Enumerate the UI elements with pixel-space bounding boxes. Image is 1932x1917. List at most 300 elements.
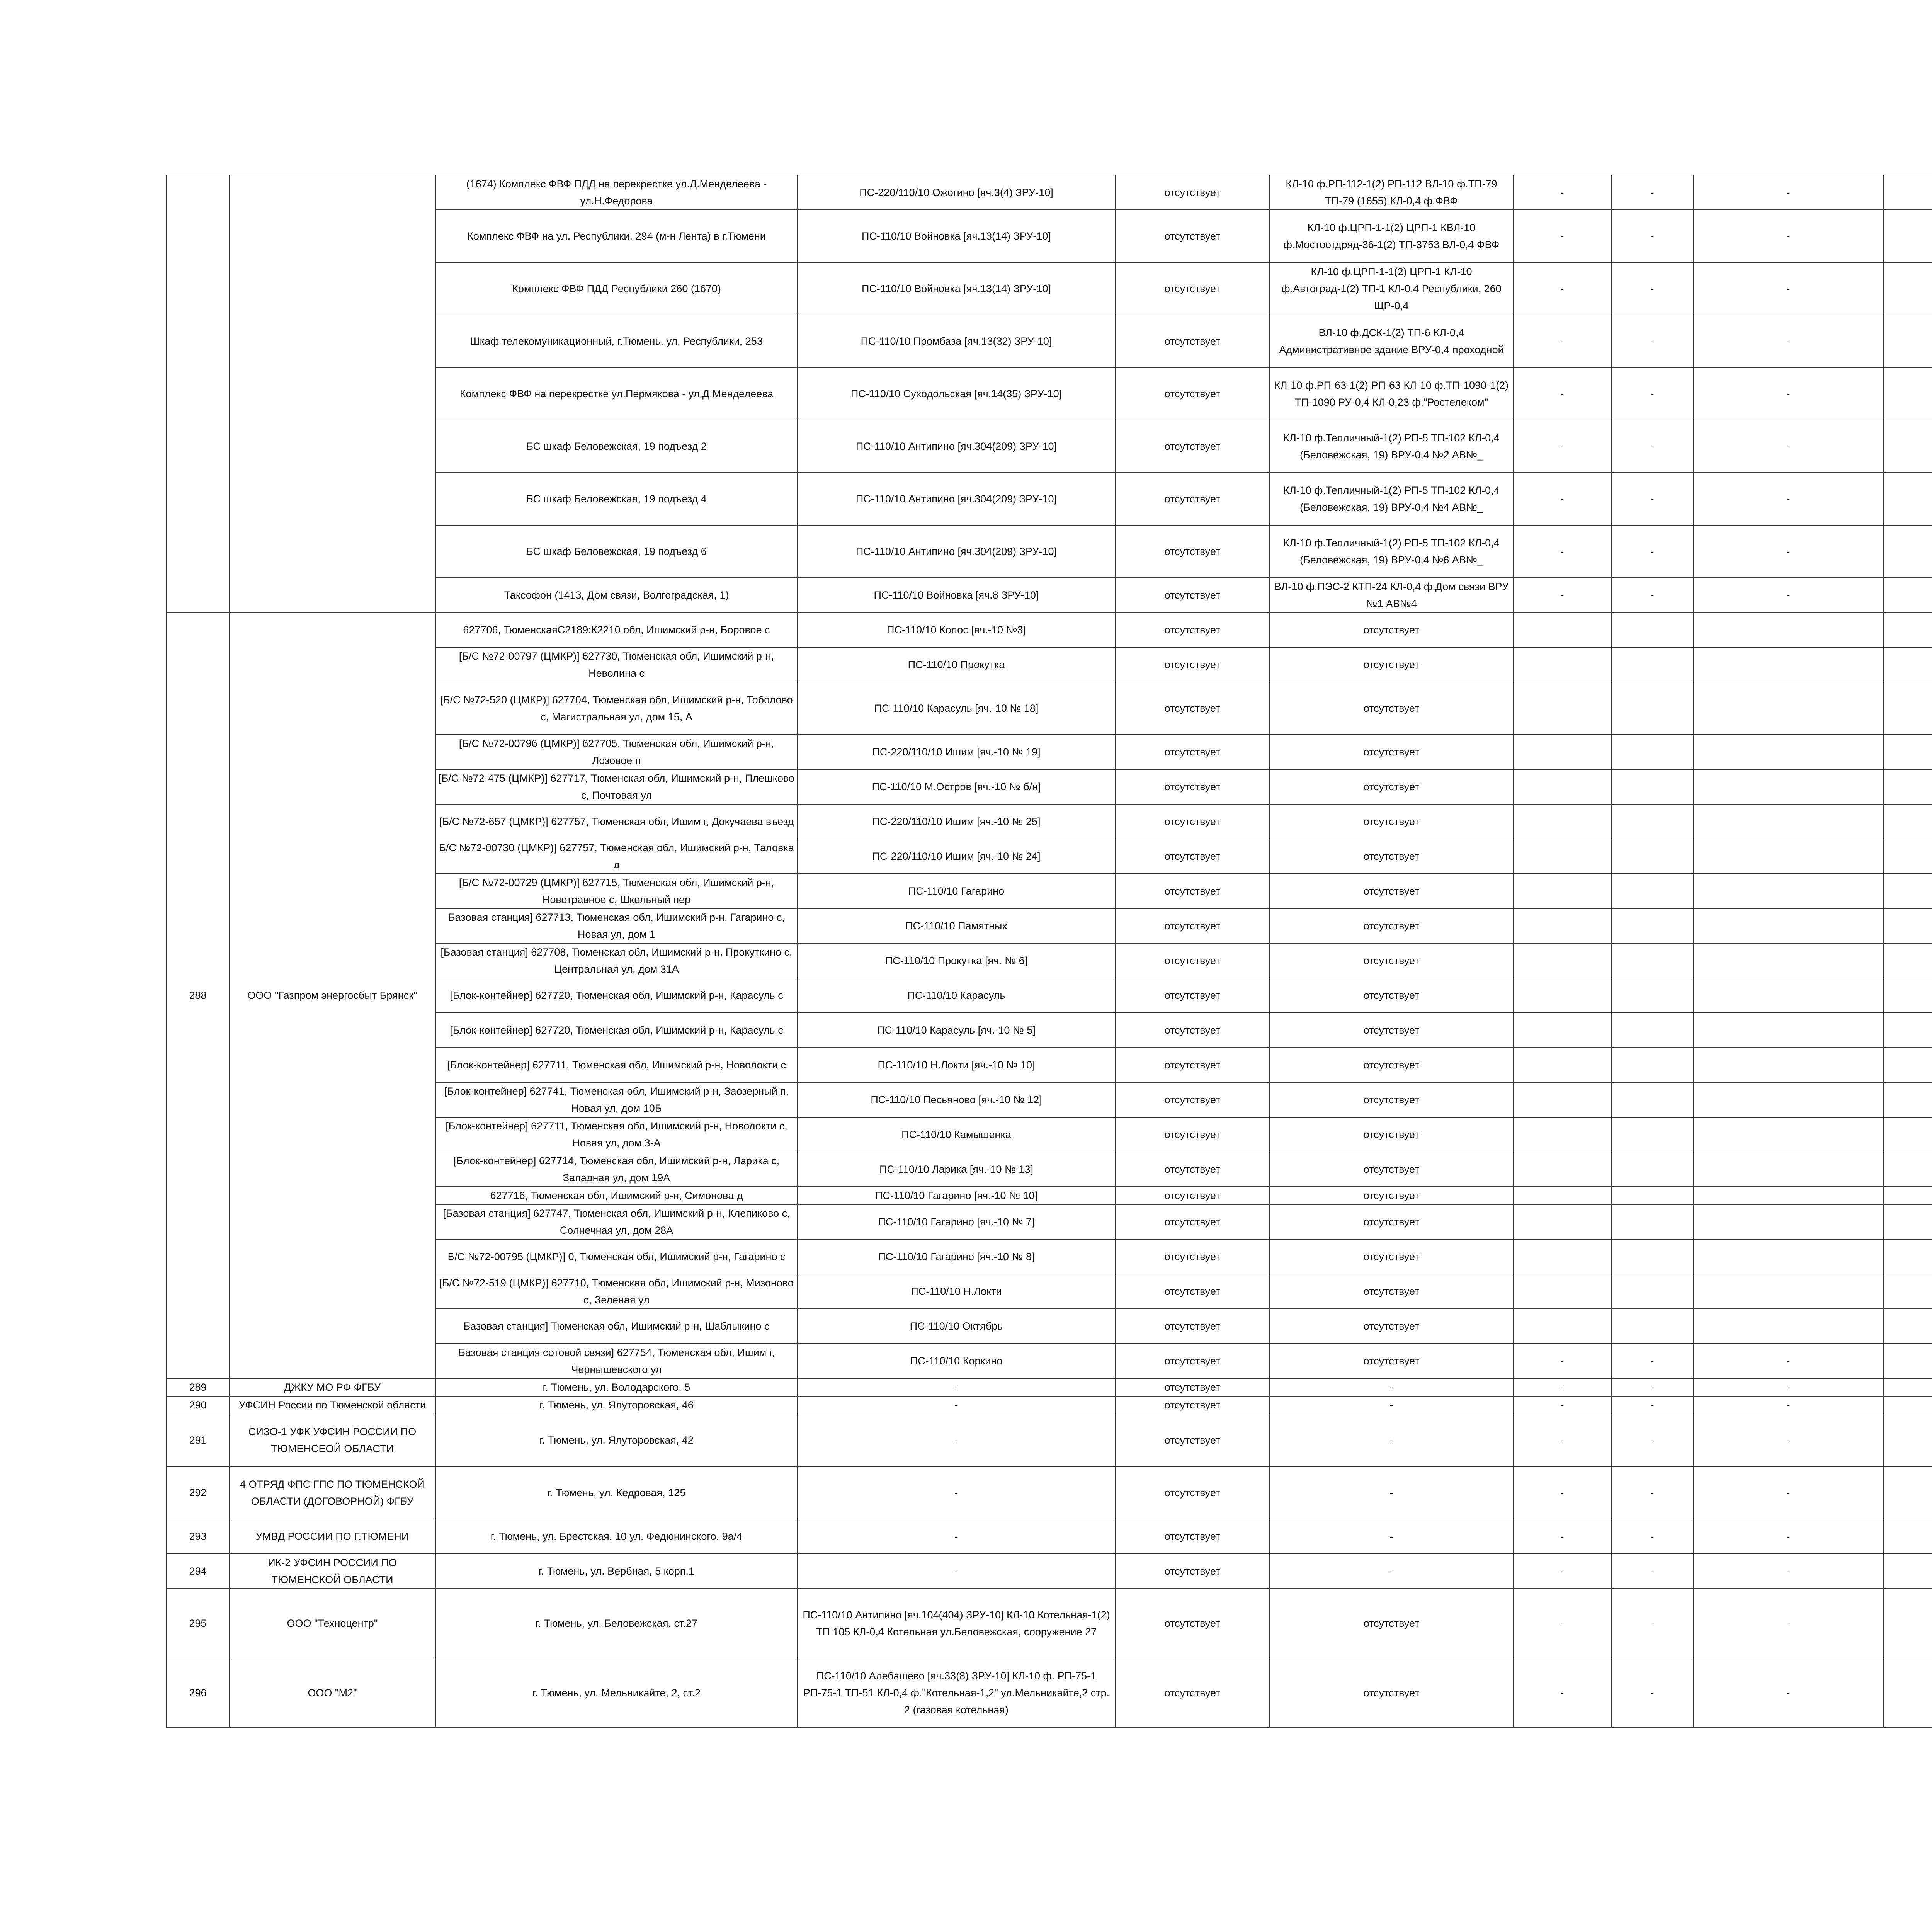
c2-cell: - — [1611, 1519, 1693, 1554]
ps-cell: ПС-110/10 Войновка [яч.13(14) ЗРУ-10] — [798, 210, 1115, 262]
ln-cell: отсутствует — [1270, 1344, 1513, 1378]
ln-cell: отсутствует — [1270, 908, 1513, 943]
c3-cell: - — [1693, 210, 1883, 262]
c4-cell — [1883, 839, 1932, 874]
ps-cell: ПС-110/10 Камышенка — [798, 1117, 1115, 1152]
obj-cell: БС шкаф Беловежская, 19 подъезд 4 — [435, 473, 798, 525]
c1-cell — [1513, 943, 1611, 978]
c3-cell — [1693, 769, 1883, 804]
obj-cell: г. Тюмень, ул. Кедровая, 125 — [435, 1466, 798, 1519]
obj-cell: [Б/С №72-520 (ЦМКР)] 627704, Тюменская обл, Ишимский р-н, Тоболово с, Магистральная ул, дом 15, А — [435, 682, 798, 735]
obj-cell: Таксофон (1413, Дом связи, Волгоградская, 1) — [435, 578, 798, 612]
c4-cell — [1883, 1658, 1932, 1728]
continued-org-cell — [229, 175, 435, 612]
c4-cell — [1883, 769, 1932, 804]
c1-cell: - — [1513, 1414, 1611, 1466]
c3-cell: - — [1693, 420, 1883, 473]
ln-cell: ВЛ-10 ф.ПЭС-2 КТП-24 КЛ-0,4 ф.Дом связи ВРУ №1 АВ№4 — [1270, 578, 1513, 612]
c1-cell: - — [1513, 525, 1611, 578]
c1-cell — [1513, 908, 1611, 943]
c2-cell: - — [1611, 1589, 1693, 1658]
ln-cell: отсутствует — [1270, 1274, 1513, 1309]
c2-cell — [1611, 1274, 1693, 1309]
ps-cell: - — [798, 1554, 1115, 1589]
c1-cell — [1513, 874, 1611, 908]
c4-cell — [1883, 315, 1932, 367]
obj-cell: [Блок-контейнер] 627741, Тюменская обл, Ишимский р-н, Заозерный п, Новая ул, дом 10Б — [435, 1082, 798, 1117]
c3-cell: - — [1693, 578, 1883, 612]
c4-cell — [1883, 804, 1932, 839]
c4-cell — [1883, 943, 1932, 978]
st-cell: отсутствует — [1115, 175, 1270, 210]
ln-cell: - — [1270, 1414, 1513, 1466]
c3-cell — [1693, 1239, 1883, 1274]
obj-cell: [Б/С №72-00729 (ЦМКР)] 627715, Тюменская обл, Ишимский р-н, Новотравное с, Школьный пер — [435, 874, 798, 908]
st-cell: отсутствует — [1115, 1519, 1270, 1554]
ps-cell: - — [798, 1378, 1115, 1396]
c3-cell: - — [1693, 1589, 1883, 1658]
c4-cell — [1883, 210, 1932, 262]
c1-cell — [1513, 1204, 1611, 1239]
c4-cell — [1883, 1082, 1932, 1117]
organization-cell: ДЖКУ МО РФ ФГБУ — [229, 1378, 435, 1396]
obj-cell: Базовая станция сотовой связи] 627754, Тюменская обл, Ишим г, Чернышевского ул — [435, 1344, 798, 1378]
ln-cell: отсутствует — [1270, 1658, 1513, 1728]
obj-cell: г. Тюмень, ул. Володарского, 5 — [435, 1378, 798, 1396]
c4-cell — [1883, 473, 1932, 525]
c4-cell — [1883, 1554, 1932, 1589]
ln-cell: КЛ-10 ф.ЦРП-1-1(2) ЦРП-1 КВЛ-10 ф.Мостоотдряд-36-1(2) ТП-3753 ВЛ-0,4 ФВФ — [1270, 210, 1513, 262]
ps-cell: ПС-110/10 Карасуль [яч.-10 № 18] — [798, 682, 1115, 735]
ln-cell: отсутствует — [1270, 647, 1513, 682]
c2-cell — [1611, 1082, 1693, 1117]
c1-cell: - — [1513, 1658, 1611, 1728]
ps-cell: ПС-110/10 Гагарино [яч.-10 № 7] — [798, 1204, 1115, 1239]
c1-cell: - — [1513, 1378, 1611, 1396]
c4-cell — [1883, 1466, 1932, 1519]
obj-cell: Б/С №72-00730 (ЦМКР)] 627757, Тюменская обл, Ишимский р-н, Таловка д — [435, 839, 798, 874]
ps-cell: ПС-110/10 Гагарино [яч.-10 № 10] — [798, 1187, 1115, 1204]
c1-cell: - — [1513, 1344, 1611, 1378]
c2-cell — [1611, 647, 1693, 682]
obj-cell: Комплекс ФВФ на перекрестке ул.Пермякова - ул.Д.Менделеева — [435, 367, 798, 420]
ps-cell: - — [798, 1466, 1115, 1519]
c1-cell — [1513, 839, 1611, 874]
ps-cell: ПС-110/10 Войновка [яч.13(14) ЗРУ-10] — [798, 262, 1115, 315]
c3-cell — [1693, 647, 1883, 682]
c2-cell — [1611, 682, 1693, 735]
ps-cell: ПС-110/10 Памятных — [798, 908, 1115, 943]
ps-cell: ПС-220/110/10 Ишим [яч.-10 № 24] — [798, 839, 1115, 874]
ps-cell: ПС-110/10 Н.Локти [яч.-10 № 10] — [798, 1048, 1115, 1082]
table-row — [167, 1519, 1932, 1554]
st-cell: отсутствует — [1115, 1204, 1270, 1239]
c1-cell — [1513, 804, 1611, 839]
ln-cell: отсутствует — [1270, 839, 1513, 874]
table-row — [167, 1589, 1932, 1658]
c2-cell: - — [1611, 1344, 1693, 1378]
ln-cell: отсутствует — [1270, 1309, 1513, 1344]
c3-cell — [1693, 1082, 1883, 1117]
st-cell: отсутствует — [1115, 1187, 1270, 1204]
c1-cell: - — [1513, 315, 1611, 367]
ps-cell: ПС-110/10 Антипино [яч.304(209) ЗРУ-10] — [798, 473, 1115, 525]
c3-cell — [1693, 943, 1883, 978]
ln-cell: КЛ-10 ф.Тепличный-1(2) РП-5 ТП-102 КЛ-0,4 (Беловежская, 19) ВРУ-0,4 №4 АВ№_ — [1270, 473, 1513, 525]
c4-cell — [1883, 1589, 1932, 1658]
row-number-cell: 296 — [167, 1658, 229, 1728]
c2-cell — [1611, 839, 1693, 874]
ps-cell: ПС-110/10 Войновка [яч.8 ЗРУ-10] — [798, 578, 1115, 612]
ln-cell: отсутствует — [1270, 943, 1513, 978]
c3-cell — [1693, 978, 1883, 1013]
ps-cell: ПС-110/10 М.Остров [яч.-10 № б/н] — [798, 769, 1115, 804]
c4-cell — [1883, 1187, 1932, 1204]
st-cell: отсутствует — [1115, 1589, 1270, 1658]
ln-cell: КЛ-10 ф.Тепличный-1(2) РП-5 ТП-102 КЛ-0,4 (Беловежская, 19) ВРУ-0,4 №2 АВ№_ — [1270, 420, 1513, 473]
obj-cell: г. Тюмень, ул. Ялуторовская, 42 — [435, 1414, 798, 1466]
c4-cell — [1883, 647, 1932, 682]
c4-cell — [1883, 1274, 1932, 1309]
c4-cell — [1883, 1309, 1932, 1344]
ps-cell: - — [798, 1396, 1115, 1414]
c1-cell: - — [1513, 262, 1611, 315]
ln-cell: отсутствует — [1270, 1204, 1513, 1239]
st-cell: отсутствует — [1115, 1048, 1270, 1082]
c2-cell — [1611, 943, 1693, 978]
st-cell: отсутствует — [1115, 1378, 1270, 1396]
c1-cell: - — [1513, 578, 1611, 612]
ps-cell: ПС-110/10 Алебашево [яч.33(8) ЗРУ-10] КЛ-10 ф. РП-75-1 РП-75-1 ТП-51 КЛ-0,4 ф."Котельная-1,2" ул.Мельникайте,2 стр. 2 (газовая котельная) — [798, 1658, 1115, 1728]
obj-cell: г. Тюмень, ул. Брестская, 10 ул. Федюнинского, 9а/4 — [435, 1519, 798, 1554]
st-cell: отсутствует — [1115, 525, 1270, 578]
row-number-cell: 290 — [167, 1396, 229, 1414]
c4-cell — [1883, 1152, 1932, 1187]
c4-cell — [1883, 1519, 1932, 1554]
c3-cell — [1693, 682, 1883, 735]
c4-cell — [1883, 1239, 1932, 1274]
c2-cell: - — [1611, 1554, 1693, 1589]
st-cell: отсутствует — [1115, 1414, 1270, 1466]
c3-cell — [1693, 804, 1883, 839]
c3-cell: - — [1693, 1414, 1883, 1466]
row-number-cell: 289 — [167, 1378, 229, 1396]
c1-cell: - — [1513, 210, 1611, 262]
c2-cell — [1611, 1048, 1693, 1082]
c3-cell: - — [1693, 1466, 1883, 1519]
ps-cell: ПС-110/10 Карасуль [яч.-10 № 5] — [798, 1013, 1115, 1048]
c2-cell: - — [1611, 262, 1693, 315]
ln-cell: КЛ-10 ф.Тепличный-1(2) РП-5 ТП-102 КЛ-0,4 (Беловежская, 19) ВРУ-0,4 №6 АВ№_ — [1270, 525, 1513, 578]
c4-cell — [1883, 612, 1932, 647]
table-row — [167, 1378, 1932, 1396]
c4-cell — [1883, 1378, 1932, 1396]
ln-cell: отсутствует — [1270, 1082, 1513, 1117]
c3-cell: - — [1693, 367, 1883, 420]
c4-cell — [1883, 1344, 1932, 1378]
ln-cell: КЛ-10 ф.РП-112-1(2) РП-112 ВЛ-10 ф.ТП-79 ТП-79 (1655) КЛ-0,4 ф.ФВФ — [1270, 175, 1513, 210]
row-number-cell: 295 — [167, 1589, 229, 1658]
ln-cell: отсутствует — [1270, 612, 1513, 647]
c2-cell — [1611, 1152, 1693, 1187]
organization-cell: 4 ОТРЯД ФПС ГПС ПО ТЮМЕНСКОЙ ОБЛАСТИ (ДОГОВОРНОЙ) ФГБУ — [229, 1466, 435, 1519]
c3-cell — [1693, 1048, 1883, 1082]
obj-cell: 627716, Тюменская обл, Ишимский р-н, Симонова д — [435, 1187, 798, 1204]
ln-cell: отсутствует — [1270, 1239, 1513, 1274]
obj-cell: г. Тюмень, ул. Ялуторовская, 46 — [435, 1396, 798, 1414]
obj-cell: Комплекс ФВФ ПДД Республики 260 (1670) — [435, 262, 798, 315]
row-number-cell: 294 — [167, 1554, 229, 1589]
st-cell: отсутствует — [1115, 735, 1270, 769]
st-cell: отсутствует — [1115, 943, 1270, 978]
ps-cell: ПС-110/10 Суходольская [яч.14(35) ЗРУ-10] — [798, 367, 1115, 420]
c3-cell: - — [1693, 473, 1883, 525]
organization-cell: ИК-2 УФСИН РОССИИ ПО ТЮМЕНСКОЙ ОБЛАСТИ — [229, 1554, 435, 1589]
st-cell: отсутствует — [1115, 1152, 1270, 1187]
organization-cell: ООО "Газпром энергосбыт Брянск" — [229, 612, 435, 1378]
c3-cell — [1693, 1117, 1883, 1152]
c3-cell — [1693, 1152, 1883, 1187]
c1-cell: - — [1513, 1519, 1611, 1554]
c2-cell: - — [1611, 473, 1693, 525]
organization-cell: СИЗО-1 УФК УФСИН РОССИИ ПО ТЮМЕНСЕОЙ ОБЛАСТИ — [229, 1414, 435, 1466]
c3-cell — [1693, 735, 1883, 769]
obj-cell: [Блок-контейнер] 627720, Тюменская обл, Ишимский р-н, Карасуль с — [435, 1013, 798, 1048]
ln-cell: отсутствует — [1270, 874, 1513, 908]
ps-cell: ПС-110/10 Прокутка — [798, 647, 1115, 682]
ln-cell: КЛ-10 ф.ЦРП-1-1(2) ЦРП-1 КЛ-10 ф.Автоград-1(2) ТП-1 КЛ-0,4 Республики, 260 ЩР-0,4 — [1270, 262, 1513, 315]
c1-cell — [1513, 1117, 1611, 1152]
st-cell: отсутствует — [1115, 1239, 1270, 1274]
ps-cell: ПС-110/10 Гагарино — [798, 874, 1115, 908]
spreadsheet-page — [166, 175, 1932, 1728]
c3-cell — [1693, 874, 1883, 908]
c4-cell — [1883, 978, 1932, 1013]
st-cell: отсутствует — [1115, 612, 1270, 647]
c1-cell — [1513, 647, 1611, 682]
obj-cell: Базовая станция] Тюменская обл, Ишимский р-н, Шаблыкино с — [435, 1309, 798, 1344]
c4-cell — [1883, 578, 1932, 612]
ln-cell: отсутствует — [1270, 804, 1513, 839]
c3-cell: - — [1693, 1396, 1883, 1414]
c1-cell: - — [1513, 1554, 1611, 1589]
obj-cell: [Базовая станция] 627747, Тюменская обл, Ишимский р-н, Клепиково с, Солнечная ул, дом 28А — [435, 1204, 798, 1239]
data-table — [166, 175, 1932, 1728]
ln-cell: отсутствует — [1270, 1048, 1513, 1082]
obj-cell: Шкаф телекомуникационный, г.Тюмень, ул. Республики, 253 — [435, 315, 798, 367]
st-cell: отсутствует — [1115, 1082, 1270, 1117]
c4-cell — [1883, 175, 1932, 210]
c3-cell: - — [1693, 315, 1883, 367]
ps-cell: ПС-110/10 Антипино [яч.304(209) ЗРУ-10] — [798, 420, 1115, 473]
obj-cell: [Б/С №72-519 (ЦМКР)] 627710, Тюменская обл, Ишимский р-н, Мизоново с, Зеленая ул — [435, 1274, 798, 1309]
c3-cell: - — [1693, 175, 1883, 210]
table-body — [167, 175, 1932, 1728]
st-cell: отсутствует — [1115, 420, 1270, 473]
c2-cell — [1611, 1309, 1693, 1344]
ps-cell: ПС-220/110/10 Ожогино [яч.3(4) ЗРУ-10] — [798, 175, 1115, 210]
c4-cell — [1883, 1414, 1932, 1466]
st-cell: отсутствует — [1115, 839, 1270, 874]
ps-cell: ПС-110/10 Коркино — [798, 1344, 1115, 1378]
obj-cell: [Б/С №72-00796 (ЦМКР)] 627705, Тюменская обл, Ишимский р-н, Лозовое п — [435, 735, 798, 769]
ps-cell: ПС-110/10 Октябрь — [798, 1309, 1115, 1344]
c1-cell: - — [1513, 473, 1611, 525]
c2-cell: - — [1611, 175, 1693, 210]
st-cell: отсутствует — [1115, 1274, 1270, 1309]
obj-cell: [Блок-контейнер] 627714, Тюменская обл, Ишимский р-н, Ларика с, Западная ул, дом 19А — [435, 1152, 798, 1187]
ln-cell: отсутствует — [1270, 1152, 1513, 1187]
st-cell: отсутствует — [1115, 1554, 1270, 1589]
c1-cell — [1513, 1274, 1611, 1309]
c2-cell: - — [1611, 578, 1693, 612]
c1-cell: - — [1513, 1396, 1611, 1414]
table-row — [167, 1658, 1932, 1728]
ps-cell: ПС-110/10 Промбаза [яч.13(32) ЗРУ-10] — [798, 315, 1115, 367]
ln-cell: - — [1270, 1378, 1513, 1396]
c1-cell — [1513, 1082, 1611, 1117]
obj-cell: [Блок-контейнер] 627720, Тюменская обл, Ишимский р-н, Карасуль с — [435, 978, 798, 1013]
ps-cell: ПС-110/10 Гагарино [яч.-10 № 8] — [798, 1239, 1115, 1274]
st-cell: отсутствует — [1115, 1466, 1270, 1519]
c3-cell — [1693, 1204, 1883, 1239]
obj-cell: 627706, ТюменскаяС2189:К2210 обл, Ишимский р-н, Боровое с — [435, 612, 798, 647]
st-cell: отсутствует — [1115, 769, 1270, 804]
c2-cell — [1611, 908, 1693, 943]
ps-cell: ПС-110/10 Прокутка [яч. № 6] — [798, 943, 1115, 978]
c1-cell: - — [1513, 175, 1611, 210]
obj-cell: БС шкаф Беловежская, 19 подъезд 6 — [435, 525, 798, 578]
c4-cell — [1883, 1117, 1932, 1152]
ln-cell: КЛ-10 ф.РП-63-1(2) РП-63 КЛ-10 ф.ТП-1090-1(2) ТП-1090 РУ-0,4 КЛ-0,23 ф."Ростелеком" — [1270, 367, 1513, 420]
c2-cell — [1611, 769, 1693, 804]
obj-cell: Базовая станция] 627713, Тюменская обл, Ишимский р-н, Гагарино с, Новая ул, дом 1 — [435, 908, 798, 943]
c2-cell: - — [1611, 210, 1693, 262]
c2-cell: - — [1611, 1466, 1693, 1519]
ps-cell: ПС-110/10 Антипино [яч.304(209) ЗРУ-10] — [798, 525, 1115, 578]
c3-cell: - — [1693, 525, 1883, 578]
ps-cell: - — [798, 1519, 1115, 1554]
c1-cell: - — [1513, 1589, 1611, 1658]
st-cell: отсутствует — [1115, 874, 1270, 908]
st-cell: отсутствует — [1115, 578, 1270, 612]
obj-cell: [Базовая станция] 627708, Тюменская обл, Ишимский р-н, Прокуткино с, Центральная ул, дом 31А — [435, 943, 798, 978]
st-cell: отсутствует — [1115, 1396, 1270, 1414]
ps-cell: ПС-110/10 Антипино [яч.104(404) ЗРУ-10] КЛ-10 Котельная-1(2) ТП 105 КЛ-0,4 Котельная ул.Беловежская, сооружение 27 — [798, 1589, 1115, 1658]
c1-cell — [1513, 1152, 1611, 1187]
obj-cell: БС шкаф Беловежская, 19 подъезд 2 — [435, 420, 798, 473]
organization-cell: УМВД РОССИИ ПО Г.ТЮМЕНИ — [229, 1519, 435, 1554]
c4-cell — [1883, 367, 1932, 420]
obj-cell: г. Тюмень, ул. Вербная, 5 корп.1 — [435, 1554, 798, 1589]
st-cell: отсутствует — [1115, 1658, 1270, 1728]
ps-cell: ПС-110/10 Песьяново [яч.-10 № 12] — [798, 1082, 1115, 1117]
c2-cell — [1611, 1204, 1693, 1239]
st-cell: отсутствует — [1115, 908, 1270, 943]
table-row — [167, 1396, 1932, 1414]
c3-cell: - — [1693, 1554, 1883, 1589]
c2-cell — [1611, 1239, 1693, 1274]
c2-cell — [1611, 1117, 1693, 1152]
c3-cell — [1693, 1013, 1883, 1048]
c1-cell — [1513, 1013, 1611, 1048]
ps-cell: ПС-220/110/10 Ишим [яч.-10 № 19] — [798, 735, 1115, 769]
c2-cell: - — [1611, 1378, 1693, 1396]
c2-cell — [1611, 978, 1693, 1013]
c4-cell — [1883, 1048, 1932, 1082]
c2-cell — [1611, 874, 1693, 908]
ps-cell: ПС-110/10 Колос [яч.-10 №3] — [798, 612, 1115, 647]
row-number-cell: 293 — [167, 1519, 229, 1554]
st-cell: отсутствует — [1115, 978, 1270, 1013]
obj-cell: [Блок-контейнер] 627711, Тюменская обл, Ишимский р-н, Новолокти с — [435, 1048, 798, 1082]
c1-cell — [1513, 1048, 1611, 1082]
obj-cell: [Б/С №72-00797 (ЦМКР)] 627730, Тюменская обл, Ишимский р-н, Неволина с — [435, 647, 798, 682]
c4-cell — [1883, 682, 1932, 735]
c1-cell — [1513, 978, 1611, 1013]
ln-cell: отсутствует — [1270, 1589, 1513, 1658]
c2-cell: - — [1611, 1658, 1693, 1728]
c3-cell — [1693, 1309, 1883, 1344]
st-cell: отсутствует — [1115, 473, 1270, 525]
ln-cell: - — [1270, 1396, 1513, 1414]
c1-cell — [1513, 1239, 1611, 1274]
ln-cell: - — [1270, 1554, 1513, 1589]
ln-cell: отсутствует — [1270, 1013, 1513, 1048]
table-row — [167, 1414, 1932, 1466]
c2-cell: - — [1611, 420, 1693, 473]
c2-cell: - — [1611, 525, 1693, 578]
c2-cell — [1611, 804, 1693, 839]
ln-cell: - — [1270, 1466, 1513, 1519]
c2-cell: - — [1611, 1396, 1693, 1414]
c1-cell — [1513, 1309, 1611, 1344]
st-cell: отсутствует — [1115, 1117, 1270, 1152]
c1-cell — [1513, 682, 1611, 735]
obj-cell: Комплекс ФВФ на ул. Республики, 294 (м-н Лента) в г.Тюмени — [435, 210, 798, 262]
st-cell: отсутствует — [1115, 647, 1270, 682]
c3-cell: - — [1693, 1378, 1883, 1396]
ps-cell: ПС-110/10 Н.Локти — [798, 1274, 1115, 1309]
ln-cell: ВЛ-10 ф.ДСК-1(2) ТП-6 КЛ-0,4 Административное здание ВРУ-0,4 проходной — [1270, 315, 1513, 367]
ln-cell: отсутствует — [1270, 682, 1513, 735]
c4-cell — [1883, 262, 1932, 315]
c3-cell: - — [1693, 1658, 1883, 1728]
organization-cell: ООО "М2" — [229, 1658, 435, 1728]
ln-cell: отсутствует — [1270, 1117, 1513, 1152]
c2-cell: - — [1611, 1414, 1693, 1466]
c4-cell — [1883, 420, 1932, 473]
c3-cell: - — [1693, 1344, 1883, 1378]
c3-cell: - — [1693, 1519, 1883, 1554]
c4-cell — [1883, 874, 1932, 908]
st-cell: отсутствует — [1115, 315, 1270, 367]
obj-cell: [Б/С №72-475 (ЦМКР)] 627717, Тюменская обл, Ишимский р-н, Плешково с, Почтовая ул — [435, 769, 798, 804]
c2-cell: - — [1611, 315, 1693, 367]
c3-cell — [1693, 839, 1883, 874]
ln-cell: отсутствует — [1270, 769, 1513, 804]
c2-cell: - — [1611, 367, 1693, 420]
table-row — [167, 175, 1932, 210]
c2-cell — [1611, 612, 1693, 647]
continued-num-cell — [167, 175, 229, 612]
c1-cell — [1513, 1187, 1611, 1204]
obj-cell: [Б/С №72-657 (ЦМКР)] 627757, Тюменская обл, Ишим г, Докучаева въезд — [435, 804, 798, 839]
c1-cell — [1513, 612, 1611, 647]
ln-cell: отсутствует — [1270, 735, 1513, 769]
ln-cell: - — [1270, 1519, 1513, 1554]
ln-cell: отсутствует — [1270, 1187, 1513, 1204]
